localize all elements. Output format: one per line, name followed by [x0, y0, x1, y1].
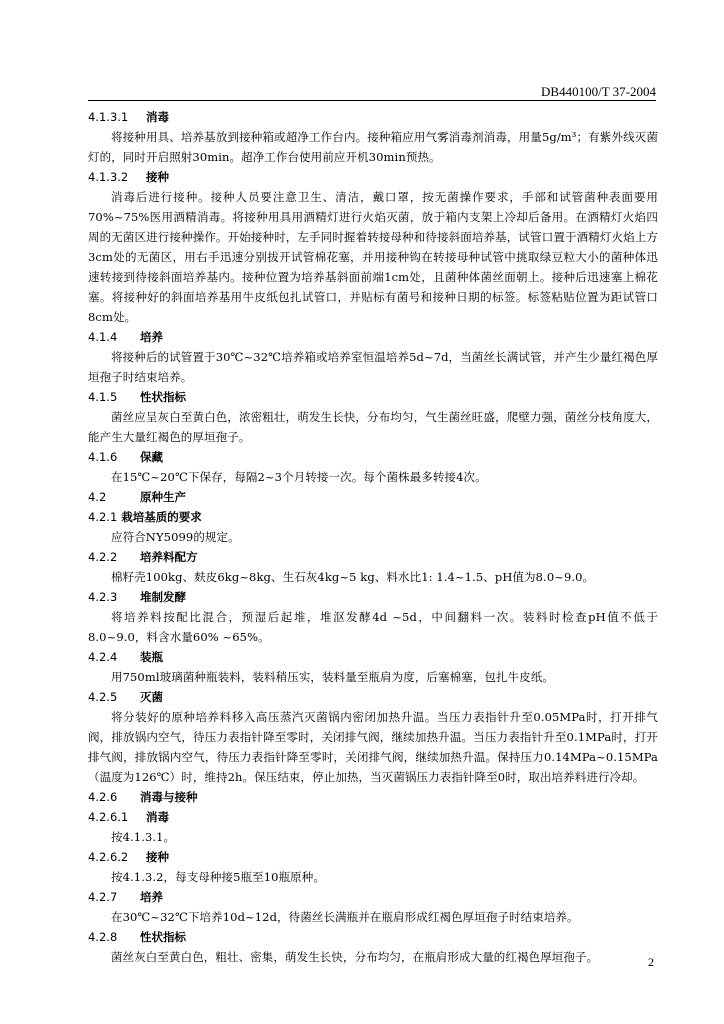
section-number: 4.2.8	[88, 930, 118, 944]
body-paragraph: 在15℃~20℃下保存，每隔2~3个月转接一次。每个菌株最多转接4次。	[111, 470, 487, 484]
section-heading	[88, 107, 658, 127]
section-title: 性状指标	[140, 390, 186, 404]
section-heading	[88, 927, 658, 947]
body-paragraph: 按4.1.3.1。	[111, 830, 176, 844]
section-number: 4.2.6	[88, 790, 118, 804]
section-title: 培养料配方	[140, 550, 198, 564]
section-heading	[88, 587, 658, 607]
section-title: 消毒与接种	[140, 790, 198, 804]
body-paragraph: 消毒后进行接种。接种人员要注意卫生、清洁，戴口罩，按无菌操作要求，手部和试管菌种表面要用70%~75%医用酒精消毒。将接种用具用酒精灯进行火焰灭菌，放于箱内支架上冷却后备用。在酒精灯火焰四周的无菌区进行接种操作。开始接种时，左手同时握着转接母种和待接斜面培养基，试管口置于酒精灯火焰上方3cm处的无菌区，用右手迅速分别拔开试管棉花塞，并用接种钩在转接母种试管中挑取绿豆粒大小的菌种体迅速转接到待接斜面培养基内。接种位置为培养基斜面前端1cm处，且菌种体菌丝面朝上。接种后迅速塞上棉花塞。将接种好的斜面培养基用牛皮纸包扎试管口，并贴标有菌号和接种日期的标签。标签粘贴位置为距试管口8cm处。	[88, 190, 658, 324]
document-body	[88, 107, 658, 967]
body-paragraph: 将接种后的试管置于30℃~32℃培养箱或培养室恒温培养5d~7d，当菌丝长满试管，并产生少量红褐色厚垣孢子时结束培养。	[88, 350, 658, 384]
section-number: 4.2.1	[88, 510, 118, 524]
section-heading	[88, 507, 658, 527]
section-heading	[88, 887, 658, 907]
body-paragraph: 用750ml玻璃菌种瓶装料，装料稍压实，装料量至瓶肩为度，后塞棉塞，包扎牛皮纸。	[111, 670, 555, 684]
body-paragraph: 应符合NY5099的规定。	[111, 530, 240, 544]
section-number: 4.1.4	[88, 330, 118, 344]
section-heading	[88, 647, 658, 667]
section-number: 4.2.5	[88, 690, 118, 704]
section-number: 4.2.4	[88, 650, 118, 664]
section-number: 4.2	[88, 490, 107, 504]
section-number: 4.2.6.1	[88, 810, 129, 824]
section-heading	[88, 787, 658, 807]
page-number: 2	[648, 955, 654, 969]
body-paragraph: 将分装好的原种培养料移入高压蒸汽灭菌锅内密闭加热升温。当压力表指针升至0.05MPa时，打开排气阀，排放锅内空气，待压力表指针降至零时，关闭排气阀，继续加热升温。当压力表指针升至0.1MPa时，打开排气阀，排放锅内空气，待压力表指针降至零时，关闭排气阀，继续加热升温。保持压力0.14MPa~0.15MPa（温度为126℃）时，维持2h。保压结束，停止加热，当灭菌锅压力表指针降至0时，取出培养料进行冷却。	[88, 710, 658, 784]
section-number: 4.1.5	[88, 390, 118, 404]
section-title: 灭菌	[140, 690, 163, 704]
section-heading	[88, 687, 658, 707]
section-heading	[88, 327, 658, 347]
section-title: 原种生产	[140, 490, 186, 504]
section-title: 堆制发酵	[140, 590, 186, 604]
section-heading	[88, 447, 658, 467]
section-number: 4.2.6.2	[88, 850, 129, 864]
section-number: 4.1.6	[88, 450, 118, 464]
body-paragraph: 按4.1.3.2，每支母种接5瓶至10瓶原种。	[111, 870, 325, 884]
body-paragraph: 在30℃~32℃下培养10d~12d，待菌丝长满瓶并在瓶肩形成红褐色厚垣孢子时结束培养。	[111, 910, 579, 924]
section-number: 4.2.2	[88, 550, 118, 564]
section-title: 培养	[140, 330, 163, 344]
header-rule	[88, 100, 656, 101]
section-title: 性状指标	[140, 930, 186, 944]
body-paragraph: 菌丝灰白至黄白色，粗壮、密集，萌发生长快，分布均匀，在瓶肩形成大量的红褐色厚垣孢子。	[111, 950, 599, 964]
section-title: 保藏	[140, 450, 163, 464]
section-heading	[88, 487, 658, 507]
section-title: 接种	[146, 850, 169, 864]
section-title: 装瓶	[140, 650, 163, 664]
section-title: 接种	[146, 170, 169, 184]
section-heading	[88, 387, 658, 407]
section-heading	[88, 847, 658, 867]
body-paragraph: 菌丝应呈灰白至黄白色，浓密粗壮，萌发生长快，分布均匀，气生菌丝旺盛，爬壁力强，菌丝分枝角度大，能产生大量红褐色的厚垣孢子。	[88, 410, 658, 444]
section-title: 栽培基质的要求	[121, 510, 202, 524]
section-title: 消毒	[146, 810, 169, 824]
section-heading	[88, 547, 658, 567]
document-code: DB440100/T 37-2004	[541, 84, 656, 99]
body-paragraph: 将培养料按配比混合，预湿后起堆，堆沤发酵4d ~5d，中间翻料一次。装料时检查pH值不低于8.0~9.0，料含水量60% ~65%。	[88, 610, 658, 644]
section-number: 4.2.3	[88, 590, 118, 604]
section-number: 4.2.7	[88, 890, 118, 904]
section-number: 4.1.3.1	[88, 110, 129, 124]
body-paragraph: 将接种用具、培养基放到接种箱或超净工作台内。接种箱应用气雾消毒剂消毒，用量5g/m³；有紫外线灭菌灯的，同时开启照射30min。超净工作台使用前应开机30min预热。	[88, 130, 658, 164]
section-number: 4.1.3.2	[88, 170, 129, 184]
section-heading	[88, 807, 658, 827]
section-title: 消毒	[146, 110, 169, 124]
section-title: 培养	[140, 890, 163, 904]
section-heading	[88, 167, 658, 187]
body-paragraph: 棉籽壳100kg、麸皮6kg~8kg、生石灰4kg~5 kg、料水比1: 1.4~1.5、pH值为8.0~9.0。	[111, 570, 595, 584]
